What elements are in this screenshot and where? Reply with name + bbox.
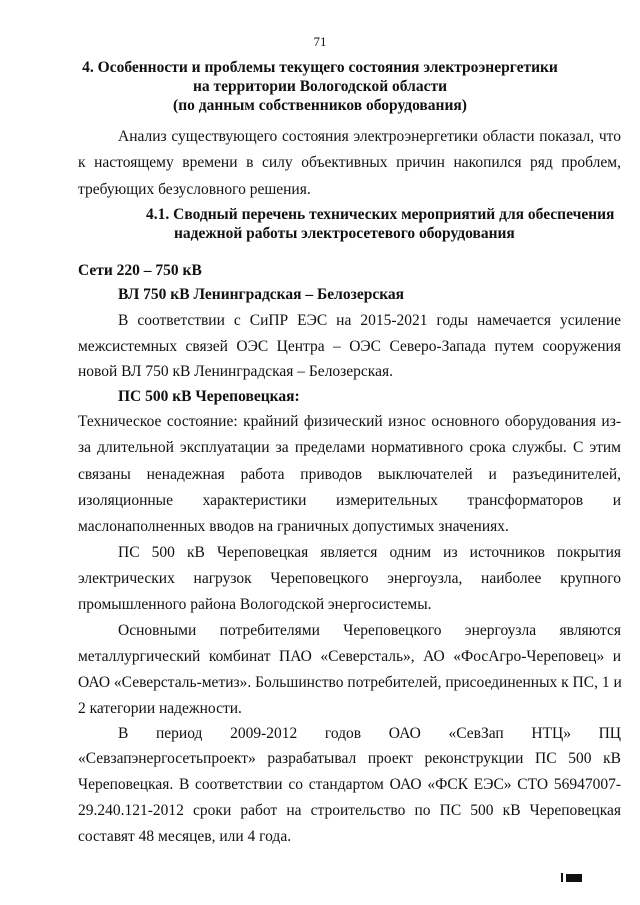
vl750-line-1: В соответствии с СиПР ЕЭС на 2015-2021 годы намечается усиление	[118, 312, 621, 329]
ps500-project-line-5: составят 48 месяцев, или 4 года.	[78, 828, 292, 845]
ps500-source-line-2: электрических нагрузок Череповецкого энергоузла, наиболее крупного	[78, 570, 621, 587]
ps500-consumers-line-3: ОАО «Северсталь-метиз». Большинство потребителей, присоединенных к ПС, 1 и	[78, 674, 622, 691]
ps500-tech-line-5: маслонаполненных вводов на граничных допустимых значениях.	[78, 518, 509, 535]
ps500-project-line-1: В период 2009-2012 годов ОАО «СевЗап НТЦ» ПЦ	[118, 725, 621, 742]
vl750-line-3: новой ВЛ 750 кВ Ленинградская – Белозерская.	[78, 363, 393, 380]
vl750-line-2: межсистемных связей ОЭС Центра – ОЭС Северо-Запада путем сооружения	[78, 338, 621, 355]
ps500-project-line-4: 29.240.121-2012 сроки работ на строительство по ПС 500 кВ Череповецкая	[78, 802, 621, 819]
page-number: 71	[313, 34, 327, 49]
intro-line-2: к настоящему времени в силу объективных причин накопился ряд проблем,	[78, 154, 621, 171]
intro-line-1: Анализ существующего состояния электроэнергетики области показал, что	[118, 128, 621, 145]
intro-line-3: требующих безусловного решения.	[78, 181, 311, 198]
ps500-consumers-line-4: 2 категории надежности.	[78, 700, 242, 717]
section-heading-line-3: (по данным собственников оборудования)	[173, 97, 467, 114]
scan-mark-tick	[561, 873, 563, 882]
ps500-tech-line-2: за длительной эксплуатации за пределами нормативного срока службы. С этим	[78, 439, 621, 456]
ps500-title: ПС 500 кВ Череповецкая:	[118, 388, 300, 405]
ps500-source-line-1: ПС 500 кВ Череповецкая является одним из источников покрытия	[118, 544, 621, 561]
ps500-consumers-line-1: Основными потребителями Череповецкого энергоузла являются	[118, 622, 621, 639]
scan-mark	[566, 874, 582, 882]
networks-title: Сети 220 – 750 кВ	[78, 262, 202, 279]
vl750-title: ВЛ 750 кВ Ленинградская – Белозерская	[118, 286, 405, 303]
ps500-project-line-3: Череповецкая. В соответствии со стандартом ОАО «ФСК ЕЭС» СТО 56947007-	[78, 776, 621, 793]
ps500-tech-line-1: Техническое состояние: крайний физический износ основного оборудования из-	[78, 413, 621, 430]
section-heading-line-2: на территории Вологодской области	[192, 78, 447, 95]
ps500-tech-line-3: связаны ненадежная работа приводов выключателей и разъединителей,	[78, 466, 621, 483]
ps500-source-line-3: промышленного района Вологодской энергосистемы.	[78, 596, 432, 613]
ps500-project-line-2: «Севзапэнергосетьпроект» разрабатывал проект реконструкции ПС 500 кВ	[78, 750, 621, 767]
section-heading-line-1: 4. Особенности и проблемы текущего состояния электроэнергетики	[82, 59, 558, 76]
subsection-heading-line-2: надежной работы электросетевого оборудования	[174, 225, 515, 242]
subsection-heading-line-1: 4.1. Сводный перечень технических мероприятий для обеспечения	[146, 206, 615, 223]
ps500-consumers-line-2: металлургический комбинат ПАО «Северсталь», АО «ФосАгро-Череповец» и	[78, 648, 621, 665]
ps500-tech-line-4: изоляционные характеристики измерительных трансформаторов и	[78, 492, 621, 509]
